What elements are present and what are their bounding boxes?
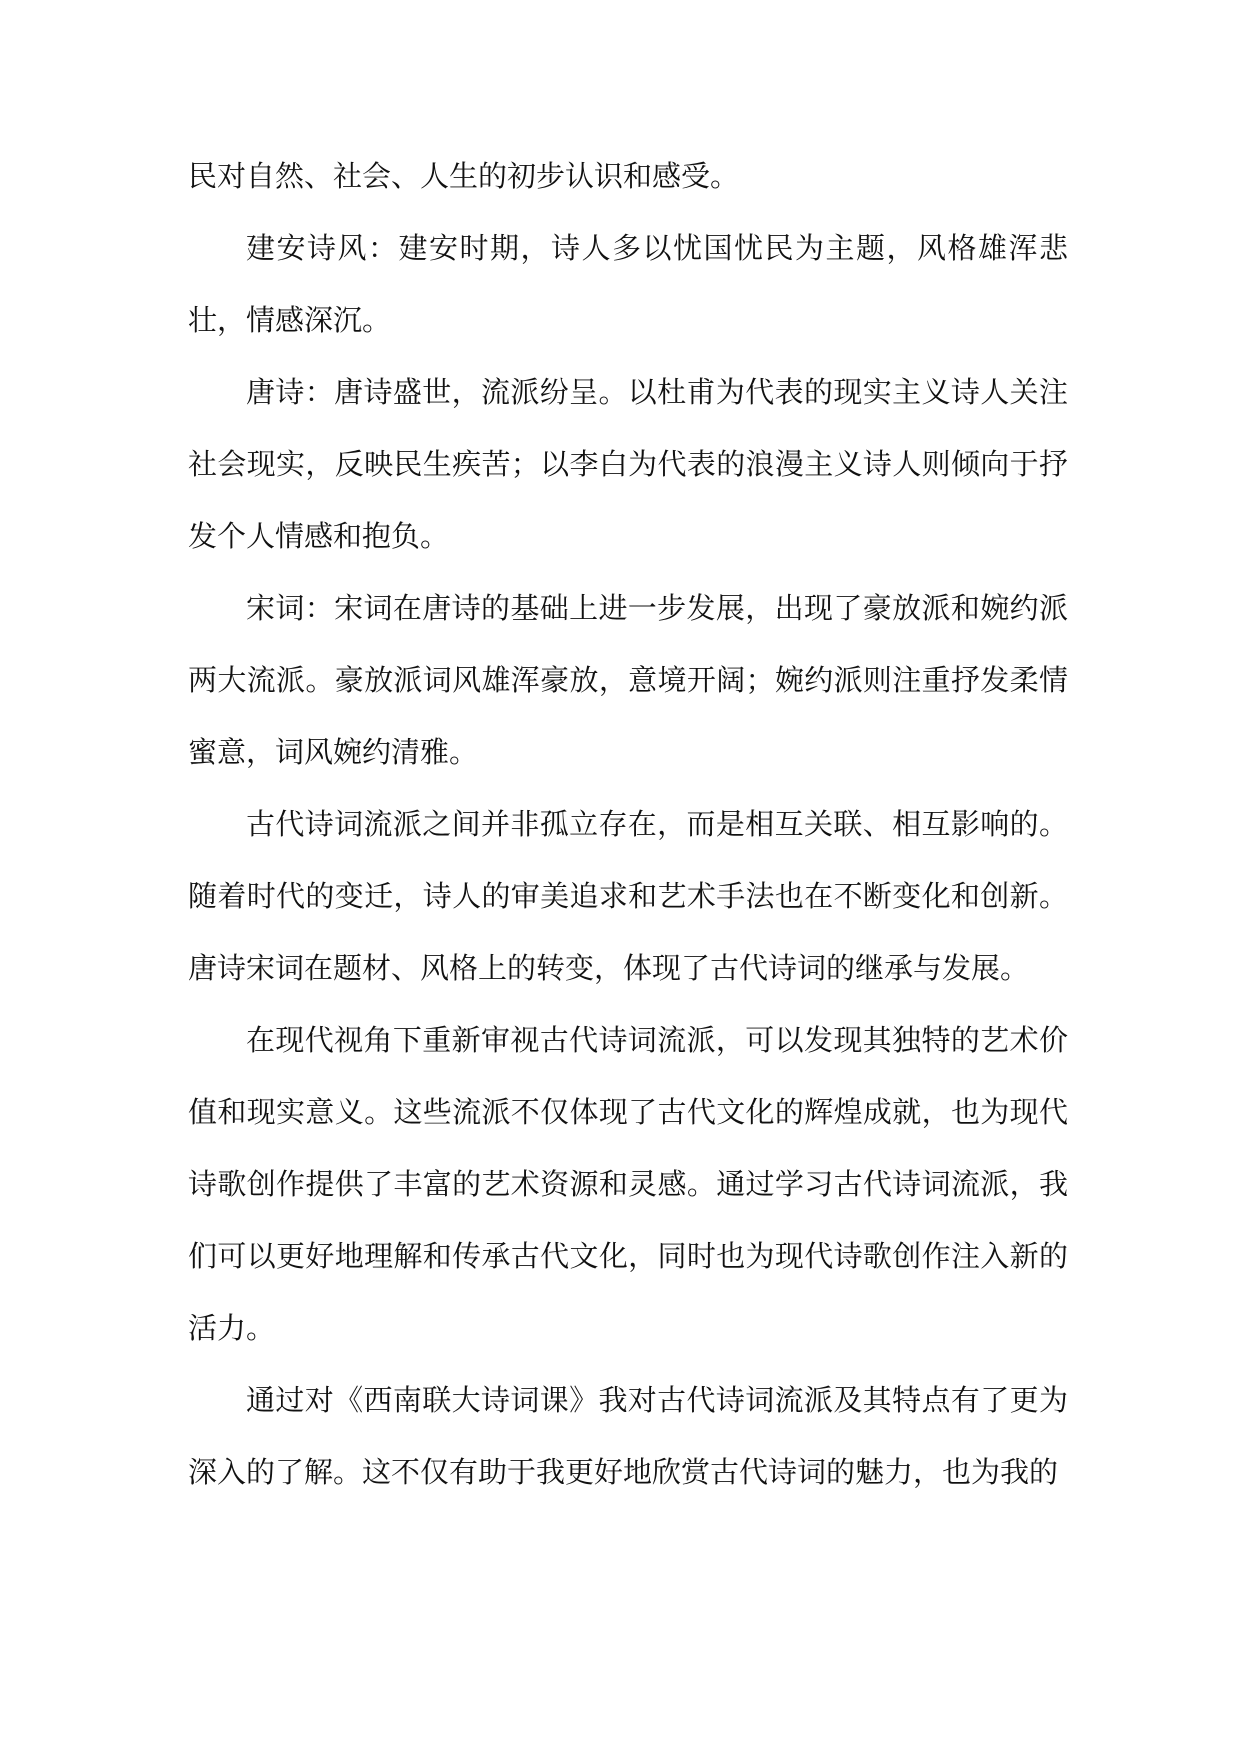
- paragraph-continuation: 民对自然、社会、人生的初步认识和感受。: [188, 159, 740, 193]
- document-body: [188, 140, 1068, 1508]
- paragraph-conclusion: 通过对《西南联大诗词课》我对古代诗词流派及其特点有了更为深入的了解。这不仅有助于我更好地欣赏古代诗词的魅力，也为我的: [188, 1383, 1068, 1489]
- paragraph-tang-poetry: 唐诗：唐诗盛世，流派纷呈。以杜甫为代表的现实主义诗人关注社会现实，反映民生疾苦；以李白为代表的浪漫主义诗人则倾向于抒发个人情感和抱负。: [188, 375, 1068, 553]
- paragraph-schools-relationship: 古代诗词流派之间并非孤立存在，而是相互关联、相互影响的。随着时代的变迁，诗人的审美追求和艺术手法也在不断变化和创新。唐诗宋词在题材、风格上的转变，体现了古代诗词的继承与发展。: [188, 807, 1068, 985]
- paragraph-modern-perspective: 在现代视角下重新审视古代诗词流派，可以发现其独特的艺术价值和现实意义。这些流派不仅体现了古代文化的辉煌成就，也为现代诗歌创作提供了丰富的艺术资源和灵感。通过学习古代诗词流派，我们可以更好地理解和传承古代文化，同时也为现代诗歌创作注入新的活力。: [188, 1023, 1068, 1345]
- paragraph-song-ci: 宋词：宋词在唐诗的基础上进一步发展，出现了豪放派和婉约派两大流派。豪放派词风雄浑豪放，意境开阔；婉约派则注重抒发柔情蜜意，词风婉约清雅。: [188, 591, 1068, 769]
- paragraph-jian-an-poetry: 建安诗风：建安时期，诗人多以忧国忧民为主题，风格雄浑悲壮，情感深沉。: [188, 231, 1068, 337]
